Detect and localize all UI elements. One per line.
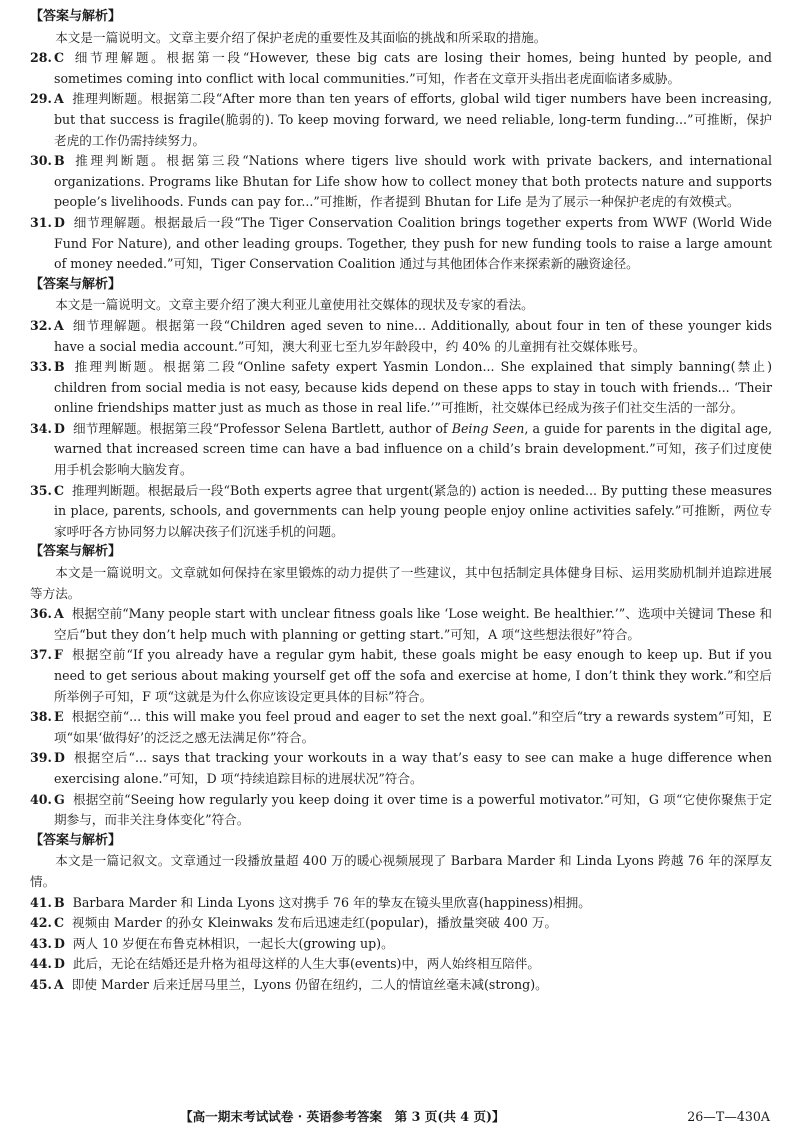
item-number: 32. (30, 317, 52, 333)
item-number: 37. (30, 647, 52, 663)
item-answer: A (54, 606, 64, 622)
item-explanation: 根据空前“Seeing how regularly you keep doing it over time is a powerful motivator.”可知，G 项“它使你聚焦于定期参与，而非关注身体变化”符合。 (54, 791, 772, 828)
item-explanation: 推理判断题。根据第二段“After more than ten years of efforts, global wild tiger numbers have been increasing, but that success is fragile(脆弱的). To keep moving forward, we need reliable, long-term funding...”可推断，保护老虎的工作仍需持续努力。 (54, 91, 772, 148)
item-number: 31. (30, 214, 52, 230)
item-number: 45. (30, 976, 52, 992)
answer-item-34 (30, 419, 772, 481)
item-number: 42. (30, 915, 52, 931)
item-explanation: 两人 10 岁便在布鲁克林相识，一起长大(growing up)。 (72, 935, 394, 951)
answer-item-30 (30, 151, 772, 213)
item-answer: C (54, 915, 65, 931)
item-explanation: 推理判断题。根据第二段“Online safety expert Yasmin London... She explained that simply banning(禁止) children from social media is not easy, because kids depend on these apps to stay in touch with friends... ‘Their online friendships matter just as much as those in real life.’”可推断，社交媒体已经成为孩子们社交生活的一部分。 (54, 359, 772, 416)
section-home-exercise (30, 542, 772, 830)
item-number: 38. (30, 709, 52, 725)
answer-item-29 (30, 89, 772, 151)
item-number: 39. (30, 750, 52, 766)
section-summary: 本文是一篇记叙文。文章通过一段播放量超 400 万的暖心视频展现了 Barbara Marder 和 Linda Lyons 跨越 76 年的深厚友情。 (30, 853, 772, 889)
item-answer: F (54, 647, 63, 663)
item-explanation-pre: 细节理解题。根据第三段“Professor Selena Bartlett, author of (72, 420, 452, 436)
answer-item-40 (30, 790, 772, 831)
item-explanation: 推理判断题。根据第三段“Nations where tigers live should work with private backers, and international organizations. Programs like Bhutan for Life show how to collect money that both protects nature and supports people’s livelihoods. Funds can pay for...”可推断，作者提到 Bhutan for Life 是为了展示一种保护老虎的有效模式。 (54, 153, 772, 210)
section-social-media (30, 275, 772, 543)
item-explanation: Barbara Marder 和 Linda Lyons 这对携手 76 年的挚友在镜头里欣喜(happiness)相拥。 (72, 894, 591, 910)
item-explanation: 此后，无论在结婚还是升格为祖母这样的人生大事(events)中，两人始终相互陪伴。 (72, 956, 540, 972)
item-explanation: 根据空前“If you already have a regular gym habit, these goals might be easy enough to keep up. But if you need to get serious about making yourself get off the sofa and exercise at home, I don’t think they work.”和空后所举例子可知，F 项“这就是为什么你应该设定更具体的目标”符合。 (54, 647, 772, 704)
item-number: 35. (30, 482, 52, 498)
item-explanation: 根据空前“Many people start with unclear fitness goals like ‘Lose weight. Be healthier.’”、选项中关键词 These 和空后“but they don’t help much with planning or getting start.”可知，A 项“这些想法很好”符合。 (54, 606, 772, 642)
item-explanation: 细节理解题。根据第一段“However, these big cats are losing their homes, being hunted by people, and sometimes coming into conflict with local communities.”可知，作者在文章开头指出老虎面临诸多威胁。 (54, 50, 772, 86)
answer-item-42 (30, 913, 772, 934)
item-explanation: 根据空前“... this will make you feel proud and eager to set the next goal.”和空后“try a rewards system”可知，E 项“如果‘做得好’的泛泛之感无法满足你”符合。 (54, 709, 772, 745)
item-number: 40. (30, 791, 52, 807)
item-answer: A (54, 91, 64, 107)
item-answer: E (54, 709, 64, 725)
item-answer: D (54, 956, 65, 972)
item-answer: A (54, 976, 64, 992)
item-answer: C (54, 50, 65, 66)
answer-item-33 (30, 357, 772, 419)
answer-item-41 (30, 893, 772, 914)
section-summary: 本文是一篇说明文。文章主要介绍了保护老虎的重要性及其面临的挑战和所采取的措施。 (55, 29, 547, 45)
answer-item-38 (30, 707, 772, 748)
section-heading: 【答案与解析】 (30, 9, 122, 24)
item-number: 34. (30, 420, 52, 436)
answer-item-28 (30, 48, 772, 89)
item-answer: A (54, 317, 64, 333)
answer-item-35 (30, 481, 772, 543)
section-heading: 【答案与解析】 (30, 276, 122, 292)
item-answer: D (54, 214, 65, 230)
item-number: 29. (30, 91, 52, 107)
item-answer: G (54, 791, 65, 807)
item-number: 33. (30, 359, 52, 375)
item-number: 43. (30, 935, 52, 951)
item-answer: D (54, 750, 65, 766)
book-title: Being Seen (451, 420, 525, 436)
item-answer: C (54, 482, 65, 498)
answer-item-45 (30, 975, 772, 996)
section-summary: 本文是一篇说明文。文章就如何保持在家里锻炼的动力提供了一些建议，其中包括制定具体健身目标、运用奖励机制并追踪进展等方法。 (30, 565, 772, 601)
item-answer: B (54, 153, 65, 169)
item-explanation: 视频由 Marder 的孙女 Kleinwaks 发布后迅速走红(popular)，播放量突破 400 万。 (72, 915, 558, 931)
answer-item-31 (30, 213, 772, 275)
item-answer: D (54, 935, 65, 951)
item-explanation: 推理判断题。根据最后一段“Both experts agree that urgent(紧急的) action is needed... By putting these measures in place, parents, schools, and governments can help young people enjoy online activities safely.”可推断，两位专家呼吁各方协同努力以解决孩子们沉迷手机的问题。 (54, 482, 772, 539)
answer-item-32 (30, 316, 772, 357)
item-explanation: 细节理解题。根据第一段“Children aged seven to nine... Additionally, about four in ten of these younger kids have a social media account.”可知，澳大利亚七至九岁年龄段中，约 40% 的儿童拥有社交媒体账号。 (54, 317, 772, 354)
item-explanation: 即使 Marder 后来迁居马里兰，Lyons 仍留在纽约，二人的情谊丝毫未减(strong)。 (71, 976, 548, 992)
section-heading: 【答案与解析】 (30, 544, 122, 560)
item-answer: D (54, 420, 65, 436)
section-friendship (30, 831, 772, 996)
footer-code: 26—T—430A (687, 1109, 770, 1124)
answer-item-36 (30, 604, 772, 645)
footer-title: 【高一期末考试试卷 · 英语参考答案 第 3 页(共 4 页)】 (180, 1109, 505, 1124)
item-answer: B (54, 359, 65, 375)
answer-item-43 (30, 934, 772, 955)
answer-item-37 (30, 645, 772, 707)
item-number: 30. (30, 153, 52, 169)
section-tigers (30, 7, 772, 275)
page-footer (0, 1107, 800, 1127)
item-number: 28. (30, 50, 52, 66)
answer-item-39 (30, 748, 772, 789)
item-explanation: 根据空后“... says that tracking your workouts in a way that’s easy to see can make a huge difference when exercising alone.”可知，D 项“持续追踪目标的进展状况”符合。 (54, 750, 772, 786)
section-summary: 本文是一篇说明文。文章主要介绍了澳大利亚儿童使用社交媒体的现状及专家的看法。 (55, 297, 534, 313)
item-explanation-post: , a guide for parents in the digital age, warned that increased screen time can have a bad influence on a child’s brain development.”可知，孩子们过度使用手机会影响大脑发育。 (54, 420, 772, 478)
item-answer: B (54, 894, 65, 910)
item-number: 44. (30, 956, 52, 972)
item-number: 36. (30, 606, 52, 622)
answer-item-44 (30, 954, 772, 975)
item-explanation: 细节理解题。根据最后一段“The Tiger Conservation Coalition brings together experts from WWF (World Wide Fund For Nature), and other leading groups. Together, they push for new funding tools to raise a large amount of money needed.”可知，Tiger Conservation Coalition 通过与其他团体合作来探索新的融资途径。 (54, 214, 772, 272)
section-heading: 【答案与解析】 (30, 832, 122, 848)
item-number: 41. (30, 894, 52, 910)
